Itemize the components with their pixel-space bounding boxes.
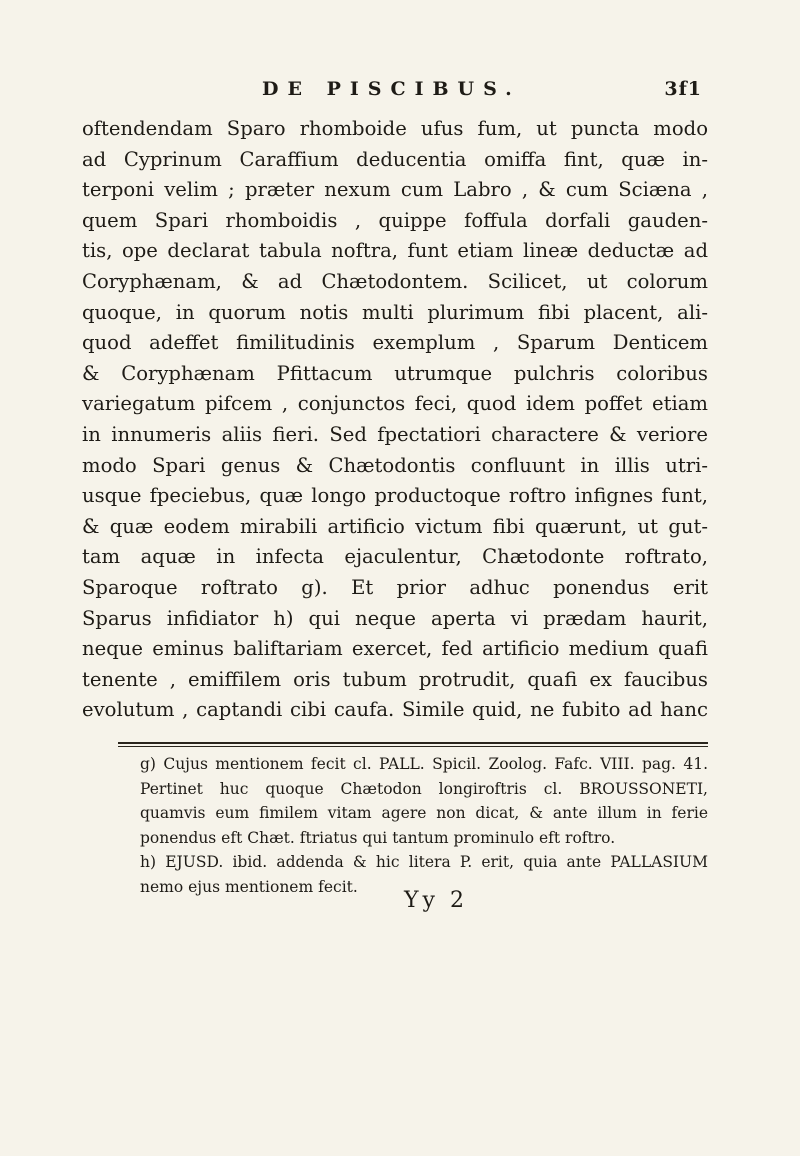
footnote-line: g) Cujus mentionem fecit cl. PALL. Spicil. Zoolog. Fafc. VIII. pag. 41. bbox=[140, 755, 708, 773]
body-line: neque eminus baliftariam exercet, fed artificio medium quafi bbox=[82, 637, 708, 661]
running-title: DE PISCIBUS. bbox=[262, 78, 521, 100]
body-line: quoque, in quorum notis multi plurimum fibi placent, ali- bbox=[82, 300, 708, 324]
signature-mark: Yy 2 bbox=[404, 888, 468, 913]
footnote-line: h) EJUSD. ibid. addenda & hic litera P. erit, quia ante PALLASIUM bbox=[140, 853, 708, 871]
body-line: modo Spari genus & Chætodontis confluunt in illis utri- bbox=[82, 453, 708, 477]
body-line: in innumeris aliis fieri. Sed fpectatiori charactere & veriore bbox=[82, 422, 708, 446]
footnote-line: quamvis eum fimilem vitam agere non dicat, & ante illum in ferie bbox=[140, 804, 708, 822]
body-line: tam aquæ in infecta ejaculentur, Chætodonte roftrato, bbox=[82, 545, 708, 569]
body-line: & Coryphænam Pfittacum utrumque pulchris coloribus bbox=[82, 361, 708, 385]
body-line: Coryphænam, & ad Chætodontem. Scilicet, ut colorum bbox=[82, 269, 708, 293]
body-line: quem Spari rhomboidis , quippe foffula dorfali gauden- bbox=[82, 208, 708, 232]
body-line: tis, ope declarat tabula noftra, funt etiam lineæ deductæ ad bbox=[82, 239, 708, 263]
footnote-separator bbox=[118, 742, 708, 744]
body-line: tenente , emiffilem oris tubum protrudit, quafi ex faucibus bbox=[82, 667, 708, 691]
footnotes bbox=[118, 752, 708, 899]
page-header bbox=[82, 78, 702, 104]
body-line: & quæ eodem mirabili artificio victum fibi quærunt, ut gut- bbox=[82, 514, 708, 538]
body-line: variegatum pifcem , conjunctos feci, quod idem poffet etiam bbox=[82, 392, 708, 416]
body-line: oftendendam Sparo rhomboide ufus fum, ut puncta modo bbox=[82, 117, 708, 140]
footnote-separator-thin bbox=[118, 746, 708, 747]
body-line: terponi velim ; præter nexum cum Labro , & cum Sciæna , bbox=[82, 178, 708, 202]
body-text bbox=[82, 114, 708, 726]
body-line: ad Cyprinum Caraffium deducentia omiffa fint, quæ in- bbox=[82, 147, 708, 171]
body-line: Sparoque roftrato g). Et prior adhuc ponendus erit bbox=[82, 575, 708, 599]
body-line: evolutum , captandi cibi caufa. Simile quid, ne fubito ad hanc bbox=[82, 698, 708, 722]
body-line: Sparus infidiator h) qui neque aperta vi prædam haurit, bbox=[82, 606, 708, 630]
page-number: 3f1 bbox=[664, 78, 702, 100]
footnote-line: ponendus eft Chæt. ftriatus qui tantum prominulo eft roftro. bbox=[140, 828, 616, 847]
footnote-line: Pertinet huc quoque Chætodon longiroftris cl. BROUSSONETI, bbox=[140, 779, 708, 798]
footnote-line: nemo ejus mentionem fecit. bbox=[140, 877, 358, 896]
body-line: quod adeffet fimilitudinis exemplum , Sparum Denticem bbox=[82, 331, 708, 355]
body-line: usque fpeciebus, quæ longo productoque roftro infignes funt, bbox=[82, 484, 708, 508]
